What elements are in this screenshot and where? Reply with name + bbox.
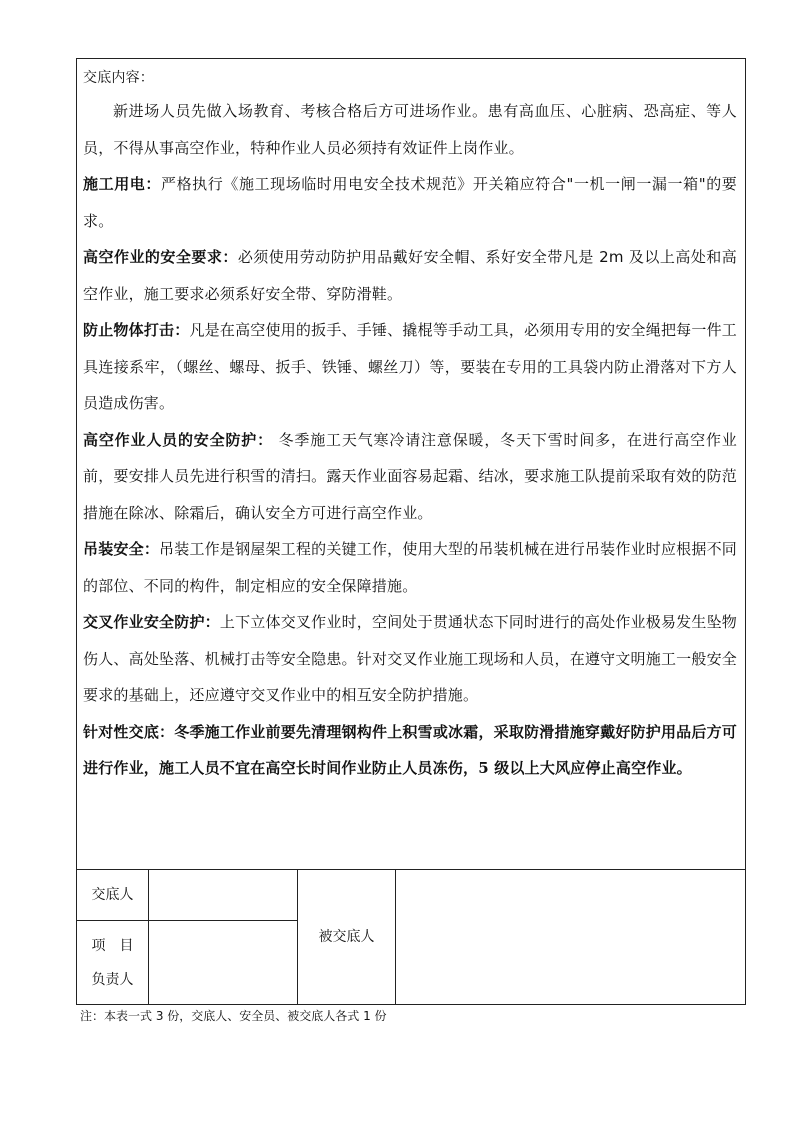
section-text: 上下立体交叉作业时，空间处于贯通状态下同时进行的高处作业极易发生坠物伤人、高处坠落、机械打击等安全隐患。针对交叉作业施工现场和人员，在遵守文明施工一般安全要求的基础上，还应遵守交叉作业中的相互安全防护措施。: [83, 613, 737, 704]
section-heading: 高空作业人员的安全防护：: [83, 430, 273, 449]
content-title: 交底内容：: [83, 70, 154, 86]
recipient-signature-field[interactable]: [396, 870, 745, 1004]
recipient-label: 被交底人: [318, 929, 375, 945]
section-lifting: [83, 531, 737, 604]
section-text: 冬季施工天气寒冷请注意保暖，冬天下雪时间多，在进行高空作业前，要安排人员先进行积雪的清扫。露天作业面容易起霜、结冰，要求施工队提前采取有效的防范措施在除冰、除霜后，确认安全方可进行高空作业。: [83, 430, 737, 522]
section-heading: 吊装安全：: [83, 540, 160, 558]
section-heading: 施工用电：: [83, 175, 161, 193]
project-manager-label: [77, 921, 148, 1004]
section-heading: 交叉作业安全防护：: [83, 613, 220, 631]
section-height-work: [83, 239, 737, 312]
project-manager-signature-field[interactable]: [149, 921, 297, 1004]
manager-label-line1: 项 目: [91, 938, 134, 954]
manager-label-line2: 负责人: [91, 972, 134, 988]
disclosure-content: [77, 59, 745, 870]
section-text: 凡是在高空使用的扳手、手锤、撬棍等手动工具，必须用专用的安全绳把每一件工具连接系牢，（螺丝、螺母、扳手、铁锤、螺丝刀）等，要装在专用的工具袋内防止滑落对下方人员造成伤害。: [83, 321, 737, 412]
footnote: 注：本表一式 3 份，交底人、安全员、被交底人各式 1 份: [80, 1009, 387, 1023]
intro-paragraph: 新进场人员先做入场教育、考核合格后方可进场作业。患有高血压、心脏病、恐高症、等人员，不得从事高空作业，特种作业人员必须持有效证件上岗作业。: [83, 102, 737, 157]
section-text: 严格执行《施工现场临时用电安全技术规范》开关箱应符合"一机一闸一漏一箱"的要求。: [83, 175, 737, 230]
section-falling-objects: [83, 312, 737, 422]
section-heading: 高空作业的安全要求：: [83, 248, 238, 266]
section-heading: 防止物体打击：: [83, 321, 190, 339]
section-cross-work: [83, 604, 737, 714]
section-personnel-protection: [83, 422, 737, 532]
discloser-label: 交底人: [91, 887, 134, 903]
discloser-signature-field[interactable]: [149, 870, 297, 920]
section-text: 必须使用劳动防护用品戴好安全帽、系好安全带凡是 2m 及以上高处和高空作业，施工要求必须系好安全带、穿防滑鞋。: [83, 248, 737, 303]
signature-table: [77, 870, 745, 1004]
section-power: [83, 166, 737, 239]
section-text: 吊装工作是钢屋架工程的关键工作，使用大型的吊装机械在进行吊装作业时应根据不同的部位、不同的构件，制定相应的安全保障措施。: [83, 540, 737, 595]
disclosure-form: [76, 58, 746, 1005]
targeted-disclosure: 针对性交底：冬季施工作业前要先清理钢构件上积雪或冰霜，采取防滑措施穿戴好防护用品后方可进行作业，施工人员不宜在高空长时间作业防止人员冻伤，5 级以上大风应停止高空作业。: [83, 722, 737, 777]
